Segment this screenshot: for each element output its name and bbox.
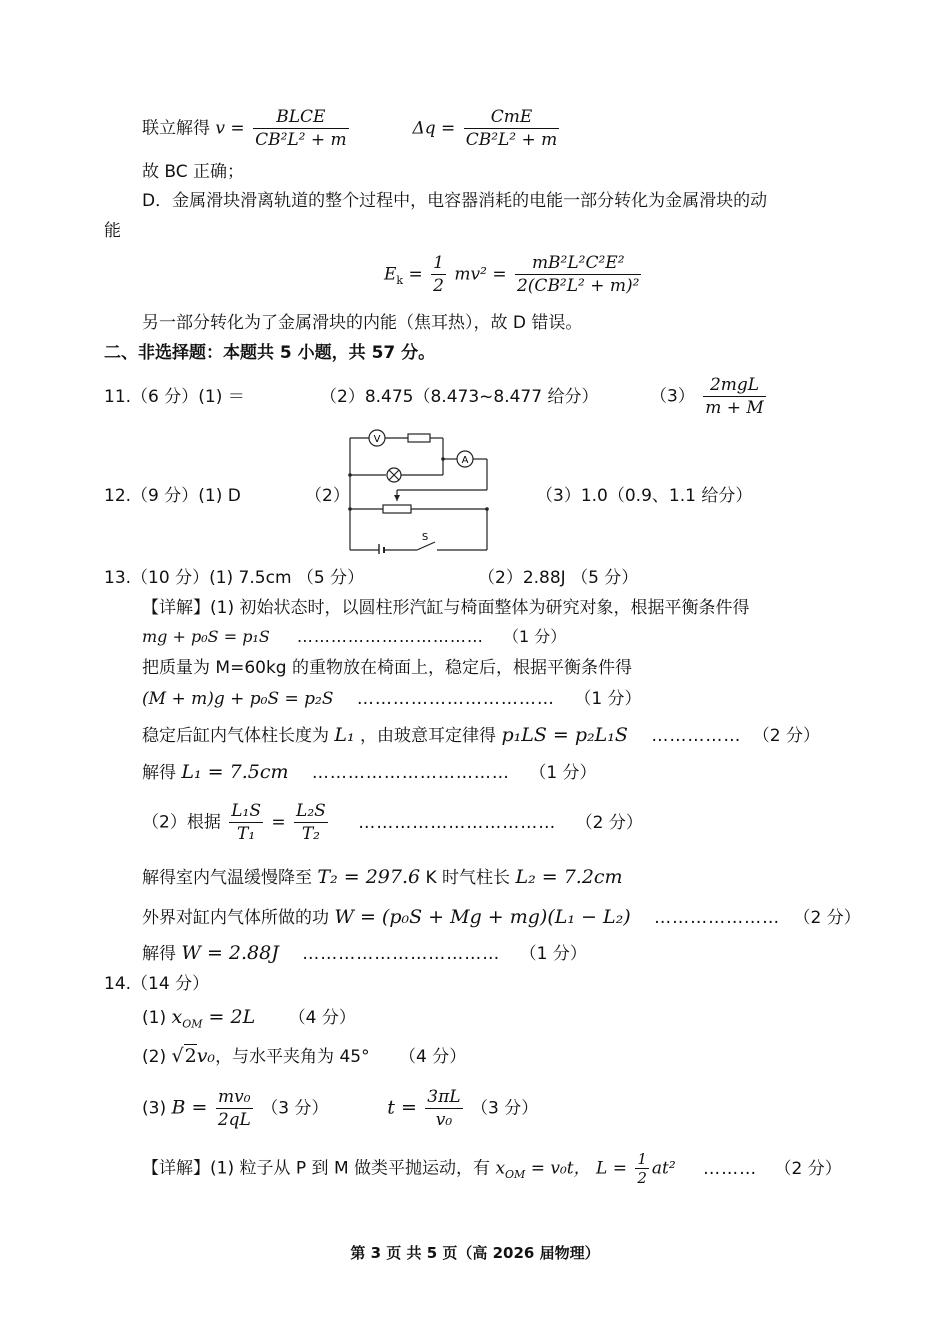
q13-sol3-score: （1 分） [519, 944, 587, 964]
ek-symbol: E [384, 264, 397, 285]
q14-a3-line [142, 1086, 538, 1131]
ammeter-label: A [461, 455, 469, 466]
q14-detail-half-num: 1 [637, 1150, 647, 1168]
q13-part1: 13.（10 分）(1) 7.5cm （5 分） [104, 568, 365, 588]
q13-frac2 [294, 800, 328, 845]
q13-boyle-eq: p₁LS = p₂L₁S [501, 724, 628, 746]
q13-sol1-dots: …………………………… [311, 763, 510, 783]
q14-a1-rest: = 2L [202, 1006, 256, 1028]
q11-part2: （2）8.475（8.473~8.477 给分） [320, 387, 599, 407]
q13-eq1-line [142, 626, 566, 648]
q14-a1-pre: (1) [142, 1008, 167, 1028]
q13-sol1-eq: L₁ = 7.5cm [181, 761, 289, 783]
q14-detail-line [142, 1150, 842, 1187]
q13-mass-line: 把质量为 M=60kg 的重物放在椅面上，稳定后，根据平衡条件得 [142, 658, 632, 678]
q11-answer-den: m + M [705, 398, 764, 418]
dq-lhs: Δq = [412, 118, 456, 139]
q14-a3-B-den: 2qL [217, 1110, 251, 1130]
dq-denominator: CB²L² + m [465, 130, 558, 150]
option-d-line3: 另一部分转化为了金属滑块的内能（焦耳热），故 D 错误。 [142, 313, 583, 333]
q13-part2-score: （2 分） [575, 812, 643, 833]
q14-detail-eq1-rest: = v₀t， [525, 1158, 591, 1179]
ek-half-den: 2 [433, 276, 444, 296]
q11-answer-fraction [703, 374, 766, 419]
q14-a3-t-score: （3 分） [470, 1098, 539, 1119]
v-fraction [253, 106, 349, 151]
q11-part3-label: （3） [650, 386, 695, 407]
q14-a2-v: v₀ [196, 1045, 216, 1067]
q14-a3-B-num: mv₀ [216, 1086, 253, 1109]
q13-eq2-dots: …………………………… [356, 689, 555, 709]
rheostat-slider-arrow [394, 495, 400, 501]
q13-part2-line: （2）根据 $\frac{\text{L₁S}}{\text{T₁}}$ = $\frac{\text{L₂S}}{\text{T₂}}$ …………………………… （2 分） [142, 801, 643, 844]
circuit-diagram [345, 428, 495, 554]
v-lhs: v = [215, 118, 245, 139]
q13-eq1: mg + p₀S = p₁S [142, 627, 270, 646]
ek-mid: mv² = [454, 264, 507, 285]
q14-detail-x: x [495, 1158, 506, 1179]
q13-part2: （2）2.88J （5 分） [478, 568, 639, 588]
q13-work-score: （2 分） [793, 908, 861, 928]
q14-a3-pre: (3) [142, 1098, 167, 1119]
q14-a1-sub: OM [182, 1017, 203, 1031]
q13-frac1-den: T₁ [237, 824, 256, 844]
q14-a3-t: t = [387, 1096, 417, 1119]
section-2-heading: 二、非选择题：本题共 5 小题，共 57 分。 [104, 343, 436, 363]
q13-sol1-pre: 解得 [142, 763, 176, 783]
q14-detail-half [635, 1150, 649, 1187]
q13-sol2-pre: 解得室内气温缓慢降至 [142, 868, 312, 888]
ek-half-num: 1 [433, 253, 444, 273]
q11-answer-num: 2mgL [703, 374, 766, 397]
voltmeter-label: V [373, 434, 381, 445]
q14-a3-B: B = [171, 1096, 208, 1119]
q14-detail-half-den: 2 [637, 1169, 647, 1187]
q14-a2-rest: ，与水平夹角为 45° [215, 1047, 370, 1067]
q14-a3-t-num: 3πL [427, 1087, 461, 1107]
joint-prefix: 联立解得 [142, 118, 210, 139]
q14-a1-x: x [171, 1006, 183, 1028]
q14-detail-at2: at² [651, 1158, 676, 1179]
q13-eq1-score: （1 分） [503, 627, 567, 646]
ek-numerator: mB²L²C²E² [515, 252, 642, 275]
q14-a2-sqrt: 2 [184, 1045, 197, 1067]
q12-part1: 12.（9 分）(1) D [104, 486, 241, 506]
q13-frac1-num: L₁S [231, 801, 261, 821]
q14-detail-L: L = [596, 1158, 627, 1179]
q13-boyle-pre: 稳定后缸内气体柱长度为 [142, 726, 329, 746]
ek-half-fraction [431, 252, 446, 297]
q13-boyle-line [142, 724, 820, 747]
bc-correct: 故 BC 正确； [142, 162, 245, 182]
q14-a3-B-score: （3 分） [261, 1098, 329, 1119]
ek-denominator: 2(CB²L² + m)² [516, 276, 640, 296]
option-d-line1: D．金属滑块滑离轨道的整个过程中，电容器消耗的电能一部分转化为金属滑块的动 [142, 191, 768, 211]
q13-boyle-score: （2 分） [752, 726, 820, 746]
q14-detail-dots: ……… [703, 1158, 758, 1179]
kinetic-energy-equation [384, 252, 644, 297]
q13-sol2-line [142, 866, 623, 889]
q13-eq1-dots: …………………………… [296, 627, 484, 646]
q13-eq2: (M + m)g + p₀S = p₂S [142, 689, 334, 709]
q13-detail-intro: 【详解】(1) 初始状态时，以圆柱形汽缸与椅面整体为研究对象，根据平衡条件得 [142, 598, 750, 618]
switch-label: S [421, 532, 429, 543]
v-numerator: BLCE [253, 106, 349, 129]
q13-work-eq: W = (p₀S + Mg + mg)(L₁ − L₂) [334, 906, 631, 928]
q13-sol1-score: （1 分） [529, 763, 597, 783]
q13-boyle-L1: L₁ [334, 724, 355, 746]
q13-work-dots: ………………… [654, 908, 781, 928]
ek-fraction [515, 252, 642, 297]
v-denominator: CB²L² + m [255, 130, 347, 150]
dq-fraction [464, 106, 560, 151]
q13-part2-pre: （2）根据 [142, 812, 221, 833]
joint-solution-line [142, 106, 562, 151]
q13-eq2-line [142, 688, 642, 710]
resistor-top [408, 434, 430, 442]
q13-sol3-eq: W = 2.88J [181, 942, 279, 964]
q14-a1-score: （4 分） [288, 1008, 356, 1028]
q13-sol3-pre: 解得 [142, 944, 176, 964]
q13-eq2-score: （1 分） [574, 689, 642, 709]
q14-detail-sub: OM [505, 1167, 526, 1181]
q14-a2-pre: (2) [142, 1047, 167, 1067]
q13-boyle-dots: …………… [651, 726, 742, 746]
rheostat-symbol [383, 505, 411, 513]
q14-detail-pre: 【详解】(1) 粒子从 P 到 M 做类平抛运动，有 [142, 1158, 491, 1179]
q13-work-pre: 外界对缸内气体所做的功 [142, 908, 329, 928]
q13-work-line [142, 906, 861, 929]
q11-part1: 11.（6 分）(1) ＝ [104, 387, 245, 407]
ek-subscript: k [396, 273, 404, 287]
q14-a3-B-fraction [216, 1086, 253, 1131]
q14-label: 14.（14 分） [104, 974, 210, 994]
q13-sol2-L: L₂ = 7.2cm [515, 866, 623, 888]
q11-part3 [650, 374, 769, 419]
q13-frac2-num: L₂S [296, 801, 326, 821]
q12-part3: （3）1.0（0.9、1.1 给分） [536, 486, 753, 506]
q14-a2-line: (2) √2v₀，与水平夹角为 45° （4 分） [142, 1045, 467, 1067]
q13-sol1-line [142, 761, 597, 784]
q14-a3-t-fraction [425, 1086, 462, 1131]
page-footer: 第 3 页 共 5 页（高 2026 届物理） [350, 1244, 600, 1262]
q13-sol2-T: T₂ = 297.6 [317, 866, 421, 888]
q13-frac2-den: T₂ [301, 824, 320, 844]
q12-part2: （2） [305, 486, 350, 506]
q14-detail-score: （2 分） [774, 1158, 842, 1179]
q13-part2-dots: …………………………… [358, 812, 557, 833]
option-d-line2: 能 [104, 221, 121, 241]
dq-numerator: CmE [464, 106, 560, 129]
q14-a3-t-den: v₀ [435, 1110, 453, 1130]
q13-sol2-mid: K 时气柱长 [425, 868, 511, 888]
q14-a1-line [142, 1006, 356, 1035]
q13-sol3-line [142, 942, 587, 965]
q14-a2-score: （4 分） [399, 1047, 467, 1067]
q13-boyle-mid: ，由玻意耳定律得 [360, 726, 497, 746]
q13-sol3-dots: …………………………… [302, 944, 501, 964]
ek-equals: = [408, 264, 423, 285]
q13-frac1 [229, 800, 263, 845]
